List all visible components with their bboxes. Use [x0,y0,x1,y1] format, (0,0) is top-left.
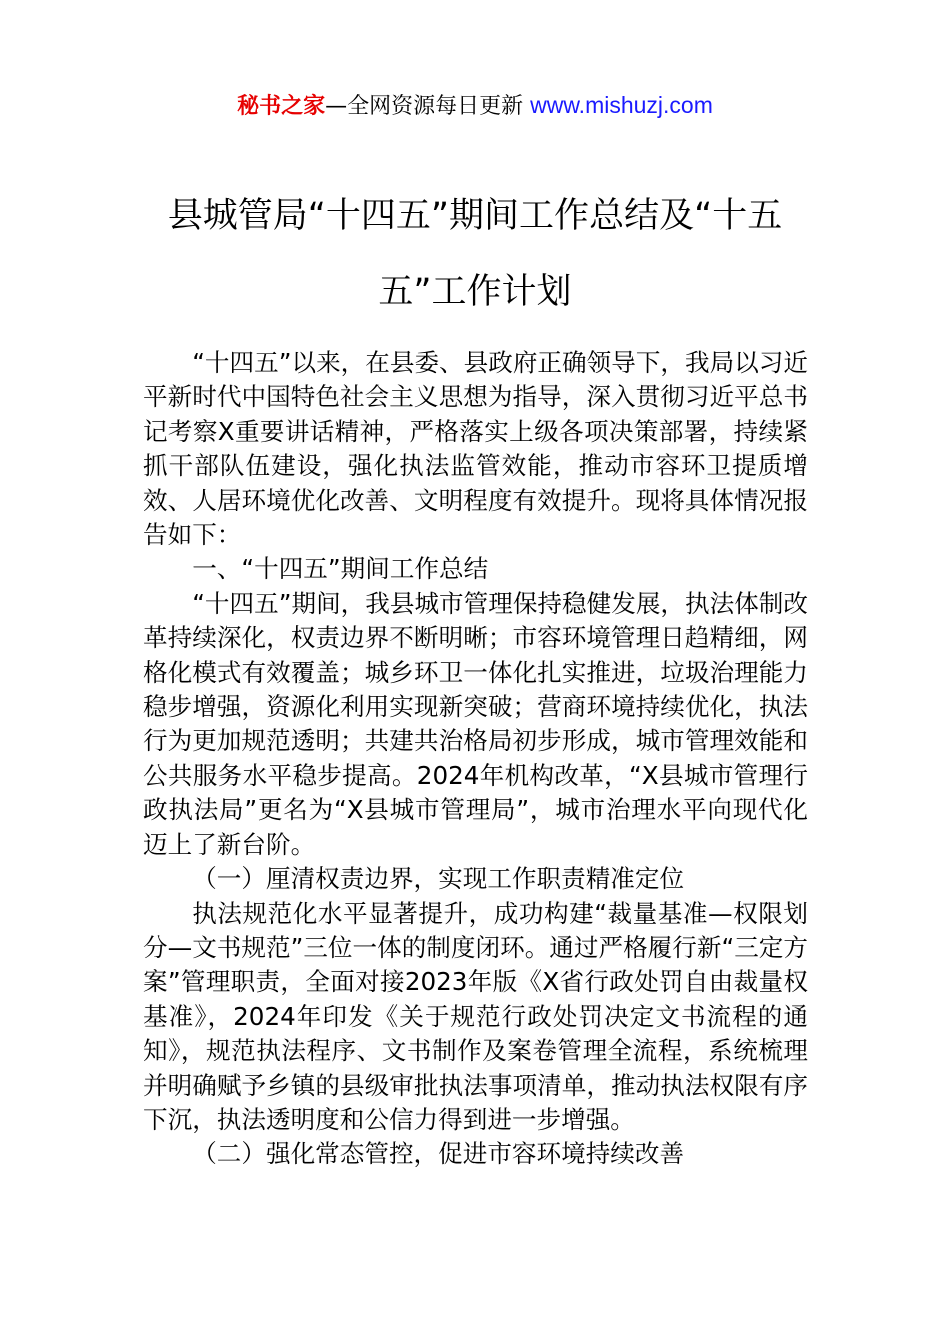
site-url-link[interactable]: www.mishuzj.com [530,92,713,118]
document-body [143,346,808,1172]
section-heading-1: 一、“十四五”期间工作总结 [192,554,489,584]
site-header [0,88,950,124]
subsection-paragraph-1: 执法规范化水平显著提升，成功构建“裁量基准—权限划分—文书规范”三位一体的制度闭环。通过严格履行新“三定方案”管理职责，全面对接2023年版《X省行政处罚自由裁量权基准》，2024年印发《关于规范行政处罚决定文书流程的通知》，规范执法程序、文书制作及案卷管理全流程，系统梳理并明确赋予乡镇的县级审批执法事项清单，推动执法权限有序下沉，执法透明度和公信力得到进一步增强。 [143,898,808,1134]
summary-paragraph: “十四五”期间，我县城市管理保持稳健发展，执法体制改革持续深化，权责边界不断明晰；市容环境管理日趋精细，网格化模式有效覆盖；城乡环卫一体化扎实推进，垃圾治理能力稳步增强，资源化利用实现新突破；营商环境持续优化，执法行为更加规范透明；共建共治格局初步形成，城市管理效能和公共服务水平稳步提高。2024年机构改革，“X县城市管理行政执法局”更名为“X县城市管理局”，城市治理水平向现代化迈上了新台阶。 [143,588,808,859]
intro-paragraph: “十四五”以来，在县委、县政府正确领导下，我局以习近平新时代中国特色社会主义思想为指导，深入贯彻习近平总书记考察X重要讲话精神，严格落实上级各项决策部署，持续紧抓干部队伍建设，强化执法监管效能，推动市容环卫提质增效、人居环境优化改善、文明程度有效提升。现将具体情况报告如下： [143,348,808,550]
subsection-heading-1: （一）厘清权责边界，实现工作职责精准定位 [192,864,685,894]
header-slogan: —全网资源每日更新 [325,94,531,119]
document-title: 县城管局“十四五”期间工作总结及“十五五”工作计划 [167,196,783,312]
brand-name: 秘书之家 [237,94,326,119]
subsection-heading-2: （二）强化常态管控，促进市容环境持续改善 [192,1139,685,1169]
